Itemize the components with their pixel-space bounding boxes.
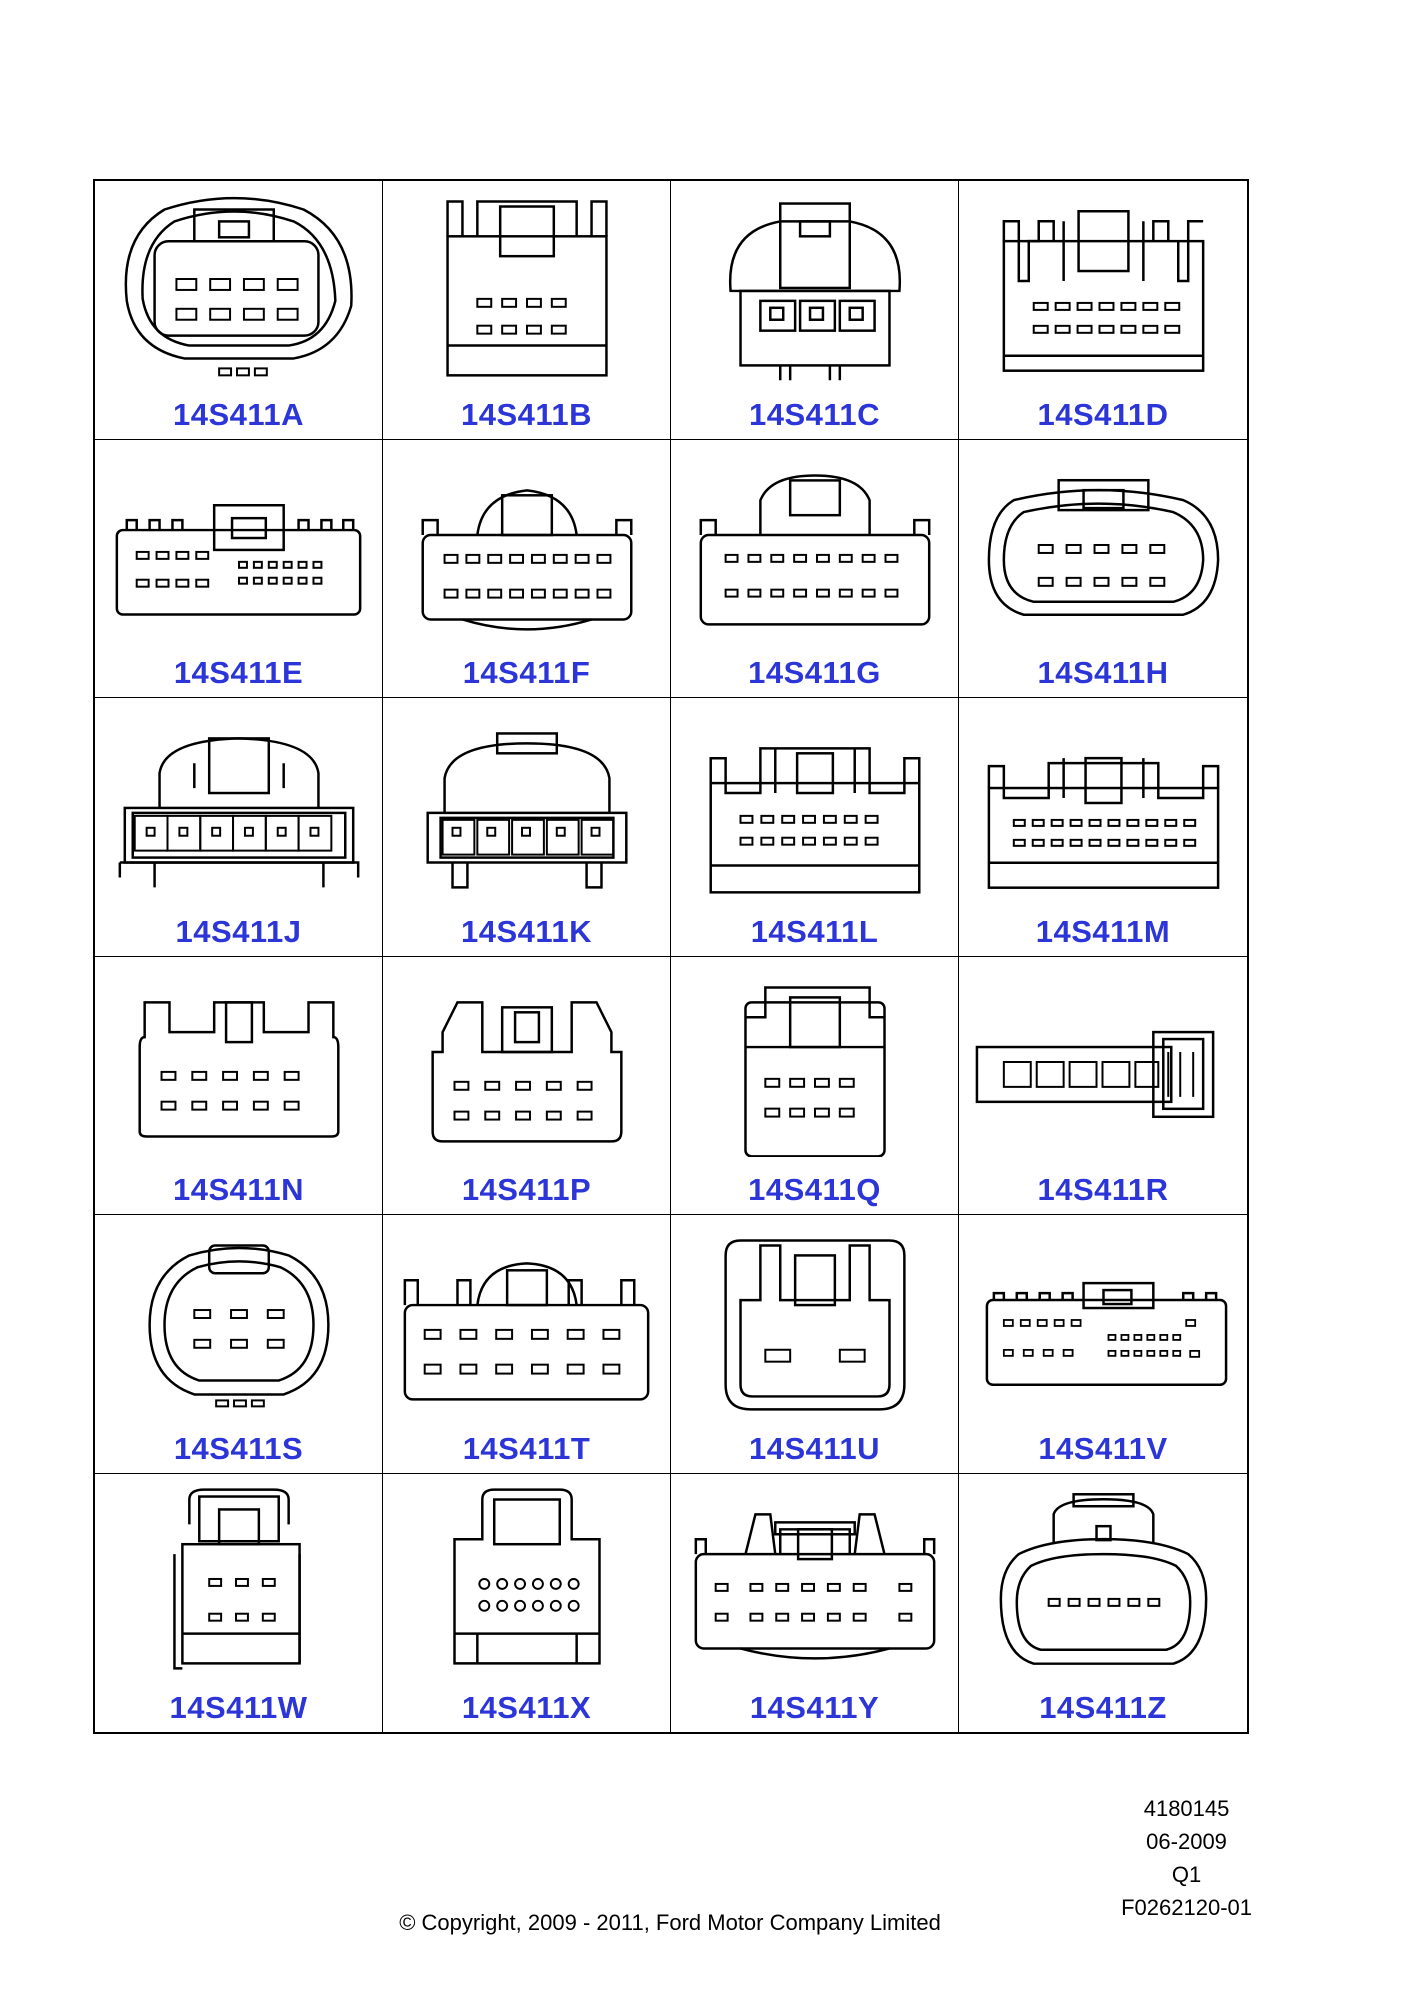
- connector-label: 14S411E: [173, 655, 304, 690]
- connector-label: 14S411B: [460, 396, 593, 432]
- connector-label: 14S411P: [461, 1172, 592, 1207]
- connector-grid: [93, 179, 1249, 1734]
- connector-cell: [95, 440, 383, 699]
- connector-drawing: [383, 440, 670, 640]
- connector-drawing: [383, 698, 670, 898]
- connector-label: 14S411G: [748, 655, 881, 690]
- connector-cell: [959, 1215, 1247, 1474]
- connector-drawing: [383, 957, 670, 1157]
- connector-cell: [95, 181, 383, 440]
- connector-label: 14S411Z: [1039, 1690, 1167, 1725]
- quarter: Q1: [1171, 1862, 1202, 1887]
- connector-drawing: [959, 698, 1247, 898]
- connector-label: 14S411D: [1037, 396, 1169, 432]
- connector-drawing: [383, 181, 670, 381]
- connector-label: 14S411U: [748, 1430, 881, 1466]
- connector-cell: [959, 181, 1247, 440]
- connector-label: 14S411T: [462, 1430, 591, 1466]
- connector-cell: [671, 440, 959, 699]
- connector-cell: [671, 1474, 959, 1733]
- connector-drawing: [95, 440, 382, 640]
- connector-label: 14S411X: [461, 1690, 592, 1725]
- connector-cell: [671, 957, 959, 1216]
- connector-label: 14S411M: [1035, 913, 1171, 949]
- connector-drawing: [671, 957, 958, 1157]
- connector-label: 14S411Q: [748, 1172, 881, 1207]
- connector-label: 14S411S: [173, 1430, 304, 1466]
- document-meta: [1121, 1792, 1252, 1924]
- connector-cell: [383, 440, 671, 699]
- connector-drawing: [959, 440, 1247, 640]
- connector-cell: [671, 181, 959, 440]
- connector-cell: [383, 957, 671, 1216]
- connector-label: 14S411W: [169, 1690, 308, 1725]
- connector-cell: [95, 957, 383, 1216]
- connector-drawing: [671, 181, 958, 381]
- connector-cell: [95, 1474, 383, 1733]
- connector-label: 14S411V: [1038, 1430, 1168, 1466]
- connector-drawing: [95, 698, 382, 898]
- connector-cell: [671, 698, 959, 957]
- copyright: © Copyright, 2009 - 2011, Ford Motor Company Limited: [399, 1910, 941, 1935]
- connector-label: 14S411R: [1037, 1172, 1169, 1207]
- connector-cell: [95, 698, 383, 957]
- connector-cell: [671, 1215, 959, 1474]
- connector-drawing: [671, 698, 958, 898]
- connector-cell: [383, 698, 671, 957]
- connector-drawing: [95, 1215, 382, 1415]
- connector-drawing: [959, 1215, 1247, 1415]
- connector-label: 14S411J: [175, 913, 302, 949]
- connector-drawing: [95, 181, 382, 381]
- connector-drawing: [671, 440, 958, 640]
- connector-drawing: [95, 1474, 382, 1674]
- connector-drawing: [959, 1474, 1247, 1674]
- connector-drawing: [383, 1215, 670, 1415]
- connector-drawing: [383, 1474, 670, 1674]
- date: 06-2009: [1146, 1829, 1227, 1854]
- connector-label: 14S411H: [1037, 655, 1169, 690]
- connector-cell: [383, 1215, 671, 1474]
- figure-id: F0262120-01: [1121, 1895, 1252, 1920]
- connector-label: 14S411L: [750, 913, 879, 949]
- connector-cell: [95, 1215, 383, 1474]
- connector-label: 14S411F: [462, 655, 591, 690]
- connector-cell: [959, 440, 1247, 699]
- connector-drawing: [671, 1215, 958, 1415]
- connector-drawing: [959, 957, 1247, 1157]
- connector-cell: [383, 181, 671, 440]
- connector-cell: [959, 698, 1247, 957]
- part-number: 4180145: [1143, 1796, 1230, 1821]
- connector-label: 14S411K: [460, 913, 593, 949]
- connector-cell: [383, 1474, 671, 1733]
- connector-cell: [959, 957, 1247, 1216]
- connector-label: 14S411C: [748, 396, 881, 432]
- connector-drawing: [671, 1474, 958, 1674]
- connector-label: 14S411A: [172, 396, 305, 432]
- connector-cell: [959, 1474, 1247, 1733]
- connector-drawing: [959, 181, 1247, 381]
- connector-drawing: [95, 957, 382, 1157]
- connector-label: 14S411Y: [749, 1690, 880, 1725]
- connector-label: 14S411N: [172, 1172, 305, 1207]
